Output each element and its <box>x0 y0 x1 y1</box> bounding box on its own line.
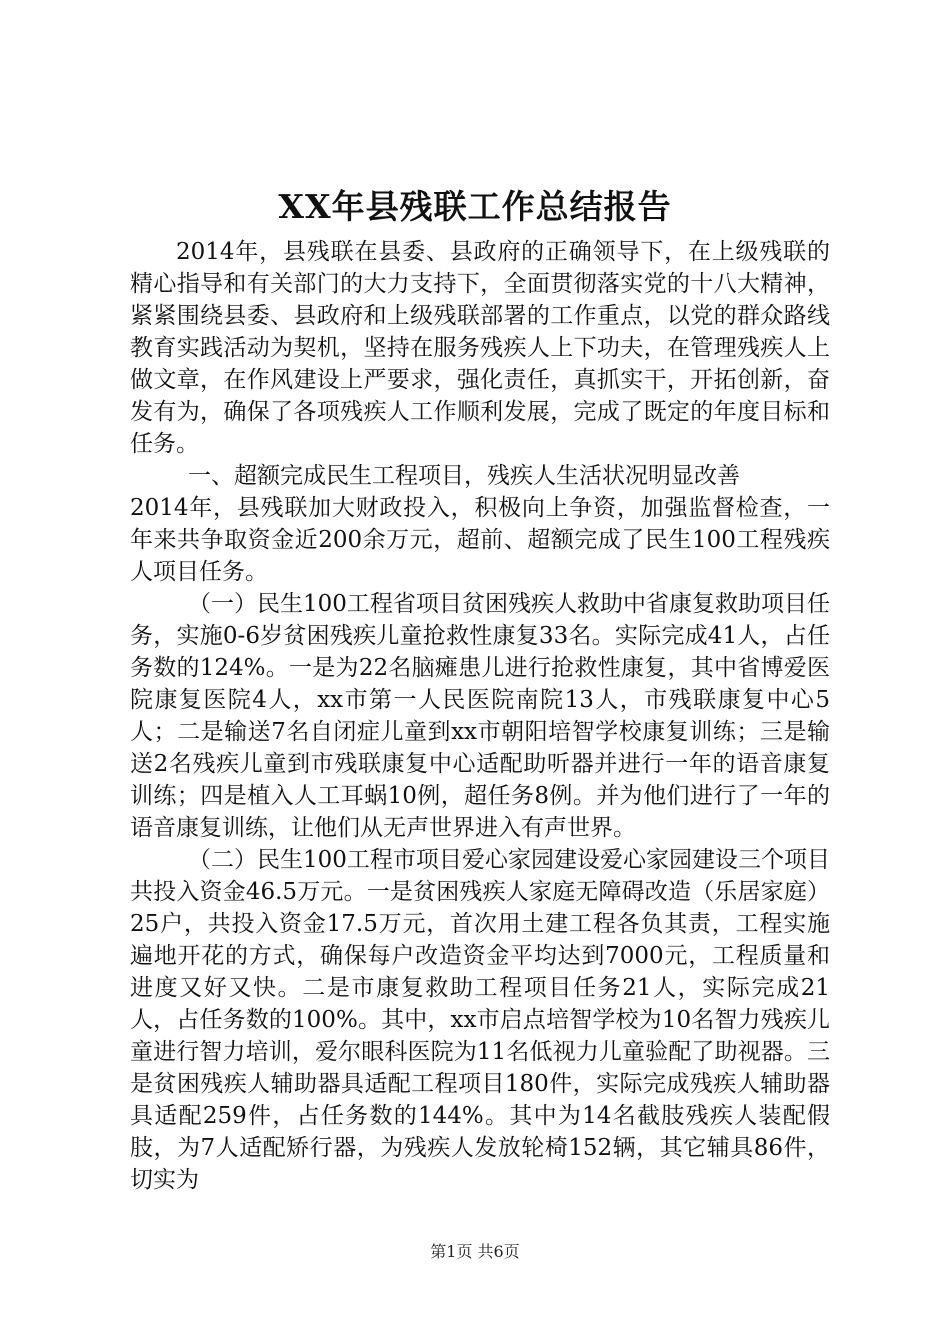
section-1-heading: 一、超额完成民生工程项目，残疾人生活状况明显改善 <box>188 463 740 489</box>
document-title: XX年县残联工作总结报告 <box>278 187 672 226</box>
page-number-footer: 第1页 共6页 <box>430 1242 520 1261</box>
section-1-paragraph: 2014年，县残联加大财政投入，积极向上争资，加强监督检查，一年来共争取资金近200余万元，超前、超额完成了民生100工程残疾人项目任务。 <box>130 495 830 585</box>
subsection-1-paragraph: （一）民生100工程省项目贫困残疾人救助中省康复救助项目任务，实施0-6岁贫困残疾儿童抢救性康复33名。实际完成41人，占任务数的124%。一是为22名脑瘫患儿进行抢救性康复，其中省博爱医院康复医院4人，xx市第一人民医院南院13人，市残联康复中心5人；二是输送7名自闭症儿童到xx市朝阳培智学校康复训练；三是输送2名残疾儿童到市残联康复中心适配助听器并进行一年的语音康复训练；四是植入人工耳蜗10例，超任务8例。并为他们进行了一年的语音康复训练，让他们从无声世界进入有声世界。 <box>130 591 830 841</box>
intro-paragraph: 2014年，县残联在县委、县政府的正确领导下，在上级残联的精心指导和有关部门的大力支持下，全面贯彻落实党的十八大精神，紧紧围绕县委、县政府和上级残联部署的工作重点，以党的群众路线教育实践活动为契机，坚持在服务残疾人上下功夫，在管理残疾人上做文章，在作风建设上严要求，强化责任，真抓实干，开拓创新，奋发有为，确保了各项残疾人工作顺利发展，完成了既定的年度目标和任务。 <box>130 239 830 457</box>
document-body <box>130 236 830 1196</box>
subsection-2-paragraph: （二）民生100工程市项目爱心家园建设爱心家园建设三个项目共投入资金46.5万元。一是贫困残疾人家庭无障碍改造（乐居家庭）25户，共投入资金17.5万元，首次用土建工程各负其责，工程实施遍地开花的方式，确保每户改造资金平均达到7000元，工程质量和进度又好又快。二是市康复救助工程项目任务21人，实际完成21人，占任务数的100%。其中，xx市启点培智学校为10名智力残疾儿童进行智力培训，爱尔眼科医院为11名低视力儿童验配了助视器。三是贫困残疾人辅助器具适配工程项目180件，实际完成残疾人辅助器具适配259件，占任务数的144%。其中为14名截肢残疾人装配假肢，为7人适配矫行器，为残疾人发放轮椅152辆，其它辅具86件，切实为 <box>130 847 830 1193</box>
